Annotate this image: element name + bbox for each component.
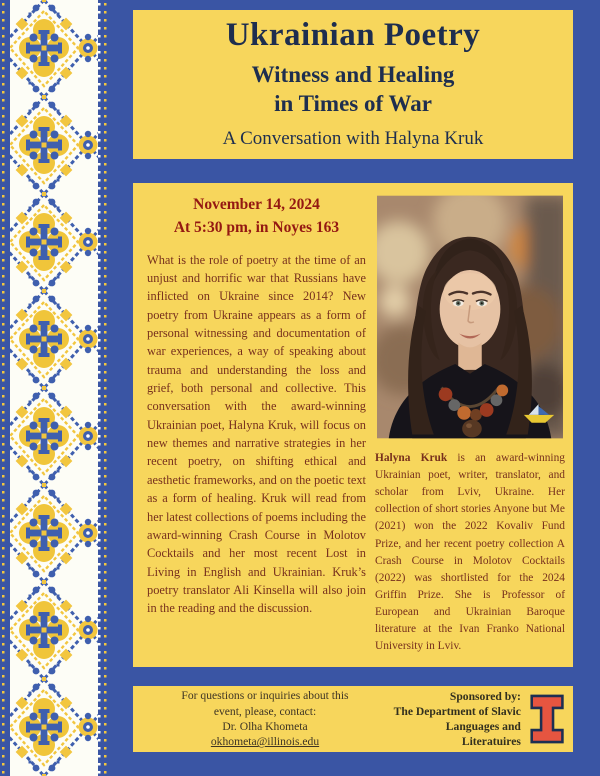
illinois-block-i-logo [530,693,564,745]
vyshyvanka-border-pattern [0,0,120,776]
bio-paragraph [375,450,565,655]
banner [133,10,573,159]
contact-block [133,688,391,749]
sponsor-text [391,689,521,749]
event-subtitle [133,61,573,119]
contact-email-link[interactable]: okhometa@illinois.edu [210,735,320,749]
sponsor-block [391,689,573,749]
event-date-block [147,193,366,240]
sponsored-by-label: Sponsored by: [449,689,521,703]
event-title: Ukrainian Poetry [225,17,481,53]
sponsor-org-line-1: The Department of Slavic [393,704,521,718]
event-time-location: At 5:30 pm, in Noyes 163 [173,219,340,237]
halyna-kruk-photo [377,193,563,441]
contact-line-2: event, please, contact: [213,704,317,718]
event-tagline: A Conversation with Halyna Kruk [222,127,484,149]
footer [133,686,573,752]
main-panel [133,183,573,667]
subtitle-line-2: in Times of War [274,90,432,116]
event-column [147,190,366,618]
contact-line-1: For questions or inquiries about this [181,689,349,703]
event-date: November 14, 2024 [193,196,320,213]
subtitle-line-1: Witness and Healing [251,62,455,87]
contact-name: Dr. Olha Khometa [222,720,308,733]
sponsor-org-line-2: Languages and Literatuires [445,720,521,749]
bio-text: is an award-winning Ukrainian poet, writer, translator, and scholar from Lviv, Ukraine. Her collection of short stories Anyone but Me (2021) won the 2022 Kovaliv Fund Prize, and her recent poetry collection A Crash Course in Molotov Cocktails (2022) was shortlisted for the 2024 Griffin Prize. She is Professor of European and Ukrainian Baroque literature at the Ivan Franko National University in Lviv. [375,452,565,653]
bio-name: Halyna Kruk [375,452,448,464]
event-description: What is the role of poetry at the time of an unjust and horrific war that Russians have inflicted on Ukraine since 2014? New poetry from Ukraine appears as a form of personal witnessing and documentation of war experiences, a way of speaking about trauma and understanding the loss and grief, both personal and collective. This conversation with the award-winning Ukrainian poet, Halyna Kruk, will focus on new themes and narrative strategies in her recent poetry, on shifting ethical and aesthetic frameworks, and on the poetic text as a form of healing. Kruk will read from her latest collections of poems including the award-winning Crash Course in Molotov Cocktails and her most recent Lost in Living in English and Ukrainian. Kruk’s poetry translator Ali Kinsella will also join in the reading and the discussion. [147,252,366,616]
